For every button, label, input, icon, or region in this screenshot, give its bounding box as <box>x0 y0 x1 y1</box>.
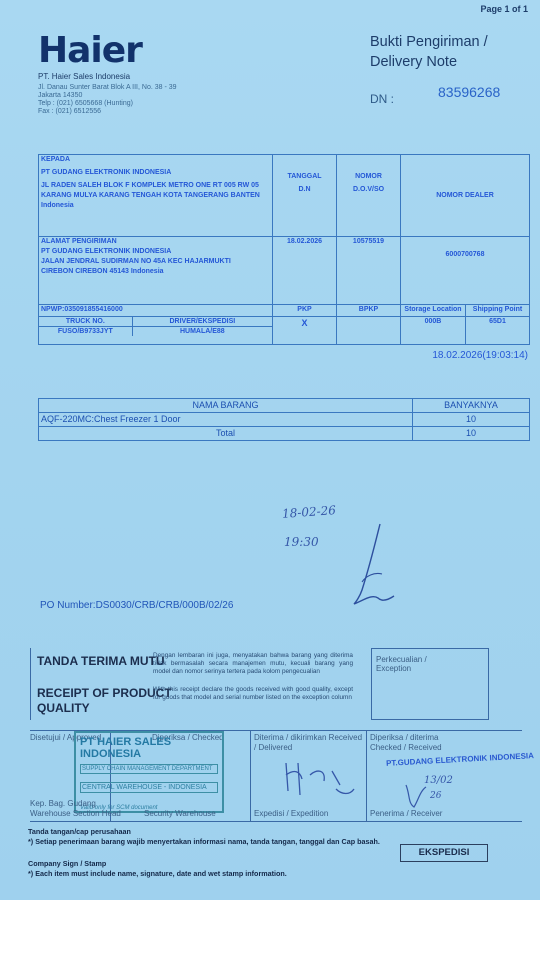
receipt-text-en: With this receipt declare the goods received with good quality, except for goods that model and serial number listed on the exception column <box>153 686 353 701</box>
storage-location: 000B <box>424 318 442 325</box>
pkp-header <box>273 305 337 317</box>
address-line: Jl. Danau Sunter Barat Blok A III, No. 38 - 39 <box>38 84 177 91</box>
tanggal-sub: D.N <box>298 186 311 193</box>
tanggal-header <box>273 155 337 237</box>
title-line-id: Bukti Pengiriman / <box>370 34 488 50</box>
printed-timestamp: 18.02.2026(19:03:14) <box>432 350 528 361</box>
company-name: PT. Haier Sales Indonesia <box>38 72 131 81</box>
npwp: NPWP:035091855416000 <box>41 306 123 313</box>
bpkp-header <box>337 305 401 317</box>
col-nama-barang <box>39 399 413 413</box>
tanggal-label: TANGGAL <box>287 173 322 180</box>
footer-notes <box>28 827 380 879</box>
title-line-en: Delivery Note <box>370 54 458 70</box>
dn-label: DN : <box>370 92 394 106</box>
so-cell <box>337 237 401 305</box>
date-cell <box>273 237 337 305</box>
item-name: AQF-220MC:Chest Freezer 1 Door <box>41 414 181 424</box>
stamp-line-1: PT HAIER SALES INDONESIA <box>80 736 172 760</box>
approved-label: Disetujui / Approved <box>30 733 102 742</box>
shipping-address-cell <box>39 237 273 305</box>
pkp-mark: X <box>301 318 308 328</box>
stamp-line-2: SUPPLY CHAIN MANAGEMENT DEPARTMENT <box>80 764 218 774</box>
nomor-label: NOMOR <box>355 173 382 180</box>
divider <box>250 731 251 821</box>
expedition-signature <box>280 755 360 805</box>
receipt-text-id: Dengan lembaran ini juga, menyatakan bahwa barang yang diterima tidak bermasalah secara manajemen mutu, kecuali barang yang model dan nomor serinya tertera pada kolom pengecualian <box>153 652 353 675</box>
bpkp-value-cell <box>337 317 401 345</box>
footer-line-4: *) Each item must include name, signature, date and wet stamp information. <box>28 869 287 878</box>
pkp-label: PKP <box>297 306 312 313</box>
total-qty-cell <box>413 427 530 441</box>
shipping-label: Shipping Point <box>472 306 523 313</box>
document-title <box>370 32 488 72</box>
nomor-header <box>337 155 401 237</box>
signature-scribble <box>348 520 398 610</box>
warehouse-head-line-2: Warehouse Section Head <box>30 809 121 818</box>
col-name-label: NAMA BARANG <box>192 400 259 410</box>
receipt-title-en-1: RECEIPT OF PRODUCT <box>37 686 172 700</box>
received-label: Diperiksa / diterima Checked / Received <box>370 733 442 752</box>
truck-label-cell <box>39 317 132 327</box>
stamp-line-4: Valid only for SCM document <box>80 805 158 811</box>
receiver-stamp: PT.GUDANG ELEKTRONIK INDONESIA <box>385 751 535 768</box>
recipient-address-2: KARANG MULYA KARANG TENGAH KOTA TANGERANG BANTEN <box>41 192 260 199</box>
shipping-header <box>466 305 530 317</box>
footer-line-3: Company Sign / Stamp <box>28 859 107 868</box>
recipient-country: Indonesia <box>41 202 74 209</box>
delivered-label: Diterima / dikirimkan Received / Delivered <box>254 733 363 752</box>
exception-box <box>371 648 489 720</box>
po-number: PO Number:DS0030/CRB/CRB/000B/02/26 <box>40 600 234 611</box>
warehouse-head-label <box>30 799 121 819</box>
npwp-cell <box>39 305 273 317</box>
total-qty: 10 <box>465 428 476 438</box>
expedition-label: Expedisi / Expedition <box>254 809 329 818</box>
warehouse-head-line-1: Kep. Bag. Gudang <box>30 799 96 808</box>
storage-label: Storage Location <box>404 306 462 313</box>
total-label: Total <box>215 428 235 438</box>
recipient-name: PT GUDANG ELEKTRONIK INDONESIA <box>41 169 172 176</box>
ship-label: ALAMAT PENGIRIMAN <box>41 238 117 245</box>
haier-logo: Haier <box>38 30 142 71</box>
recipient-table <box>38 154 530 345</box>
address-line: Telp : (021) 6505668 (Hunting) <box>38 100 133 107</box>
dealer-header <box>401 155 530 237</box>
handwritten-time: 19:30 <box>284 535 319 549</box>
dealer-cell <box>401 237 530 305</box>
stamp-line-3: CENTRAL WAREHOUSE - INDONESIA <box>80 782 218 793</box>
dealer-number: 6000700768 <box>445 251 485 258</box>
exception-label: Perkecualian / Exception <box>376 655 427 673</box>
item-qty: 10 <box>465 414 476 424</box>
receipt-title-en <box>37 686 172 716</box>
ship-address: JALAN JENDRAL SUDIRMAN NO 45A KEC HAJARMUKTI <box>41 258 231 265</box>
dn-number: 83596268 <box>438 84 501 100</box>
driver-name: HUMALA/E88 <box>179 328 225 335</box>
ekspedisi-box: EKSPEDISI <box>400 844 488 862</box>
receiver-date: 13/02 <box>424 775 453 786</box>
truck-driver-table <box>39 317 272 336</box>
pkp-value-cell <box>273 317 337 345</box>
handwritten-date: 18-02-26 <box>281 503 337 521</box>
receiver-label: Penerima / Receiver <box>370 809 443 818</box>
receipt-title-id: TANDA TERIMA MUTU <box>37 654 165 668</box>
recipient-address-1: JL RADEN SALEH BLOK F KOMPLEK METRO ONE RT 005 RW 05 <box>41 182 259 189</box>
ship-city: CIREBON CIREBON 45143 Indonesia <box>41 268 164 275</box>
page-number: Page 1 of 1 <box>480 4 528 14</box>
footer-line-1: Tanda tangan/cap perusahaan <box>28 827 131 836</box>
driver-value-cell <box>132 327 272 337</box>
signature-block <box>30 730 535 822</box>
so-number: 10575519 <box>352 238 385 245</box>
truck-label: TRUCK NO. <box>65 318 105 325</box>
security-label: Security Warehouse <box>144 809 216 818</box>
item-name-cell <box>39 413 413 427</box>
address-line: Jakarta 14350 <box>38 92 83 99</box>
receipt-title-en-2: QUALITY <box>37 701 90 715</box>
recipient-cell <box>39 155 273 237</box>
col-banyaknya <box>413 399 530 413</box>
shipping-point: 65D1 <box>489 318 506 325</box>
truck-number: FUSO/B9733JYT <box>57 328 113 335</box>
driver-label-cell <box>132 317 272 327</box>
col-qty-label: BANYAKNYA <box>444 400 498 410</box>
nomor-sub: D.O.V/SO <box>352 186 385 193</box>
driver-label: DRIVER/EKSPEDISI <box>169 318 236 325</box>
kepada-label: KEPADA <box>41 156 71 163</box>
address-line: Fax : (021) 6512556 <box>38 108 102 115</box>
bpkp-label: BPKP <box>358 306 379 313</box>
divider <box>366 731 367 821</box>
footer-line-2: *) Setiap penerimaan barang wajib menyertakan informasi nama, tanda tangan, tanggal dan Cap basah. <box>28 837 380 846</box>
truck-value-cell <box>39 327 132 337</box>
dealer-label: NOMOR DEALER <box>436 192 494 199</box>
item-qty-cell <box>413 413 530 427</box>
shipping-value-cell <box>466 317 530 345</box>
table-row <box>39 413 530 427</box>
ship-name: PT GUDANG ELEKTRONIK INDONESIA <box>41 248 172 255</box>
total-label-cell <box>39 427 413 441</box>
items-table <box>38 398 530 441</box>
receiver-signature <box>402 781 432 811</box>
storage-value-cell <box>401 317 466 345</box>
truck-driver-cell <box>39 317 273 345</box>
receiver-time: 26 <box>430 791 442 801</box>
storage-header <box>401 305 466 317</box>
company-address <box>38 84 177 116</box>
checked-label: Diperiksa / Checked <box>152 733 224 742</box>
dn-date: 18.02.2026 <box>286 238 323 245</box>
receipt-quality-block <box>30 648 488 720</box>
